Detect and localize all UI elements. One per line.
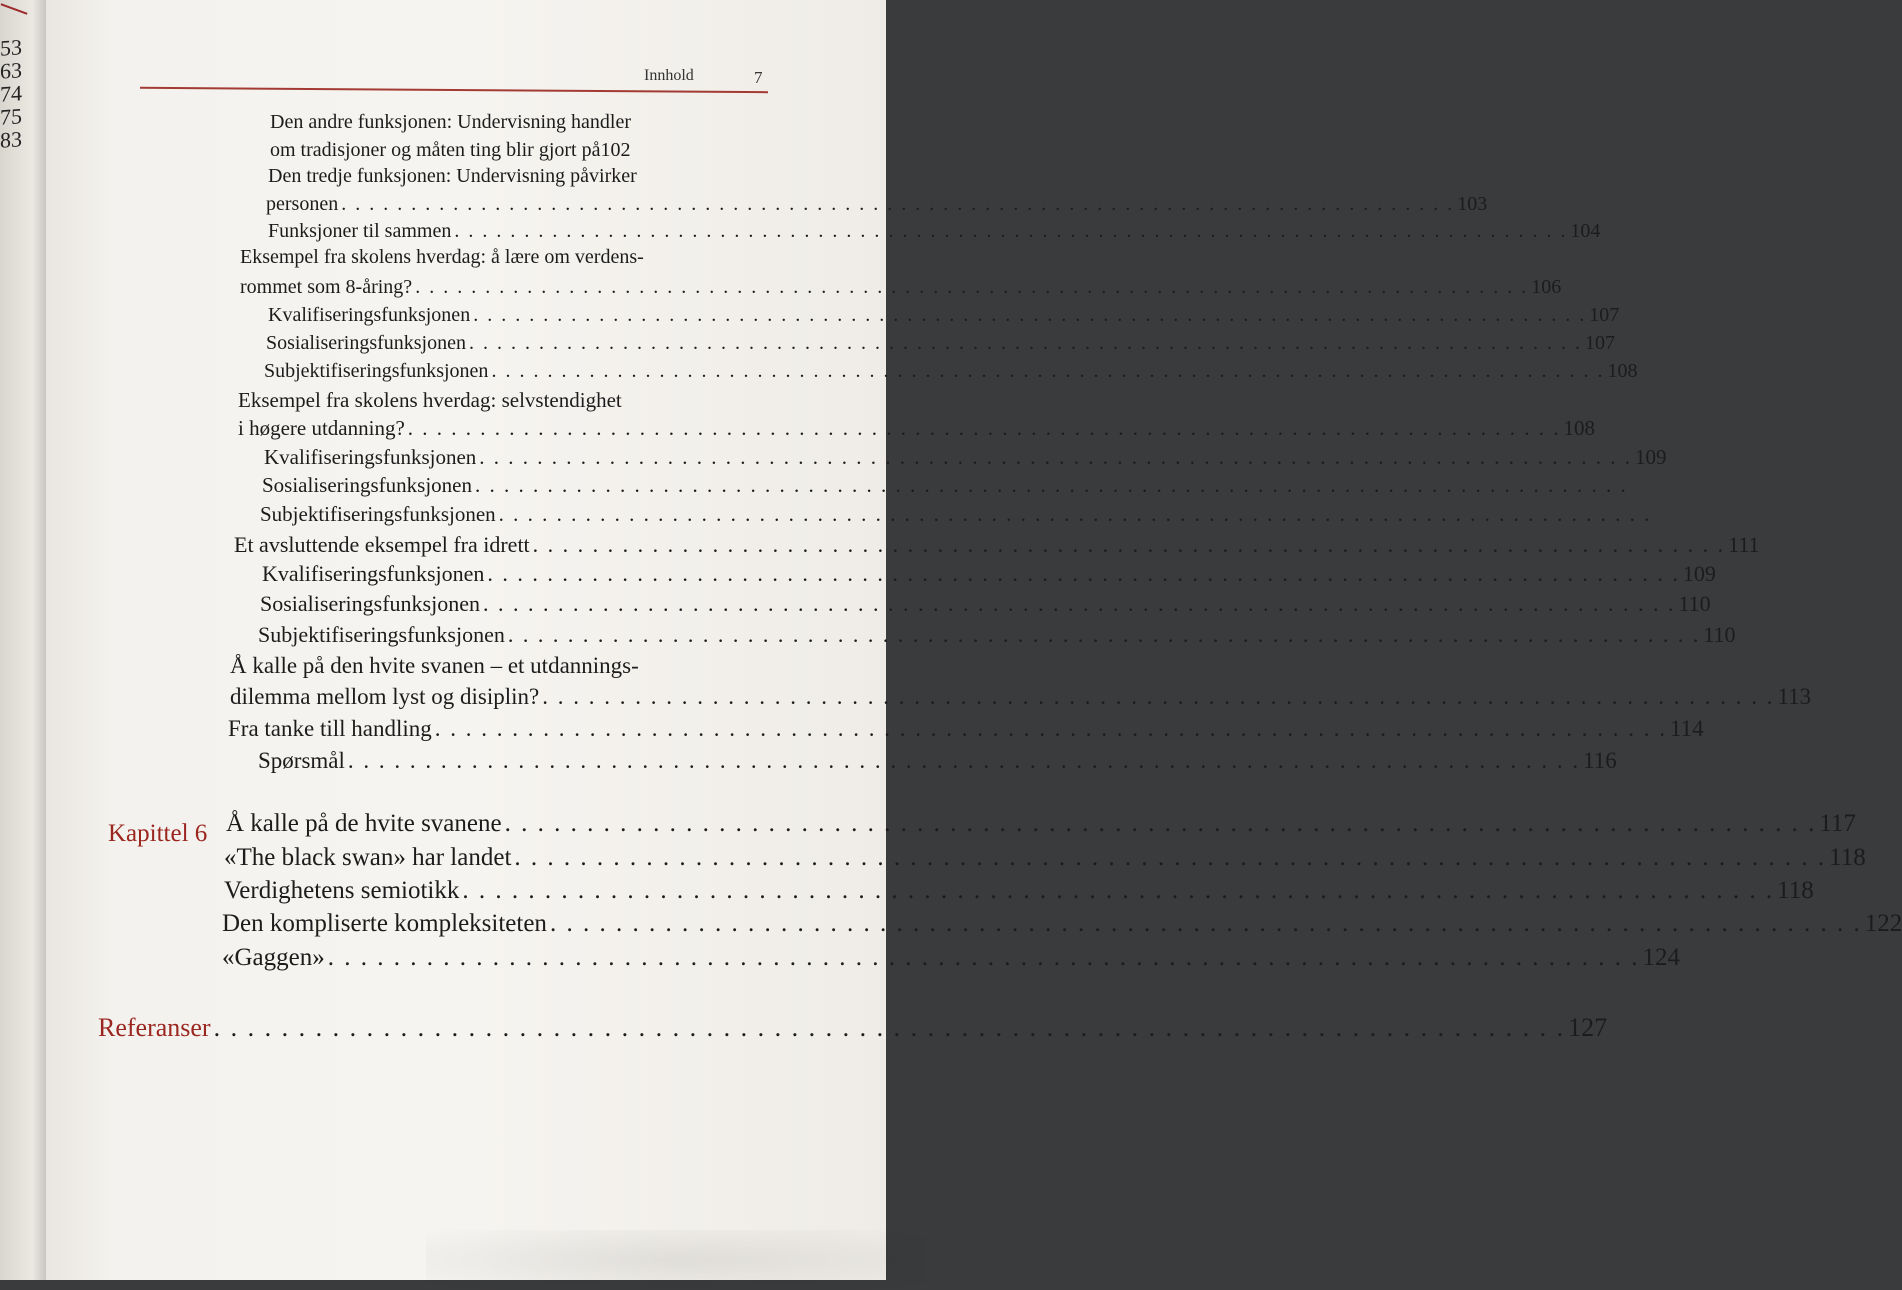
toc-dot-leader: . . . . . . . . . . . . . . . . . . . . . . . . . . . . . . . . . . . . . . . . . . . . . . . . . . . . . . . . . . . . . . . . . . . . . . . . . . . . . . . .	[347, 748, 1581, 773]
toc-entry-page-number: 118	[1777, 877, 1814, 904]
toc-dot-leader: . . . . . . . . . . . . . . . . . . . . . . . . . . . . . . . . . . . . . . . . . . . . . . . . . . . . . . . . . . . . . . . . . . . . . . . . . . . . . . . .	[483, 591, 1676, 616]
left-page-edge	[0, 0, 46, 1280]
toc-entry-page-number: 108	[1563, 416, 1596, 440]
toc-entry-page-number: 106	[1531, 276, 1562, 298]
toc-dot-leader: . . . . . . . . . . . . . . . . . . . . . . . . . . . . . . . . . . . . . . . . . . . . . . . . . . . . . . . . . . . . . . . . . . . . . . . . . . . . . . . .	[514, 844, 1827, 871]
toc-entry-referanser	[98, 1013, 1608, 1043]
left-page-number: 83	[0, 126, 22, 153]
toc-entry-title: Kvalifiseringsfunksjonen	[262, 561, 485, 586]
toc-entry	[230, 684, 1812, 710]
toc-entry	[226, 810, 1856, 838]
toc-entry	[262, 473, 1628, 498]
toc-dot-leader: . . . . . . . . . . . . . . . . . . . . . . . . . . . . . . . . . . . . . . . . . . . . . . . . . . . . . . . . . . . . . . . . . . . . . . . . . . . . . . . .	[532, 532, 1726, 557]
toc-entry-title: personen	[266, 193, 339, 215]
toc-entry	[262, 561, 1716, 587]
toc-dot-leader: . . . . . . . . . . . . . . . . . . . . . . . . . . . . . . . . . . . . . . . . . . . . . . . . . . . . . . . . . . . . . . . . . . . . . . . . . . . . . . . .	[213, 1013, 1566, 1042]
toc-entry-title: om tradisjoner og måten ting blir gjort på	[270, 139, 601, 161]
left-page-red-mark	[1, 3, 28, 14]
toc-dot-leader: . . . . . . . . . . . . . . . . . . . . . . . . . . . . . . . . . . . . . . . . . . . . . . . . . . . . . . . . . . . . . . . . . . . . . . . . . . . . . . . .	[507, 622, 1701, 647]
left-page-number: 63	[0, 57, 22, 84]
toc-entry-title: Den andre funksjonen: Undervisning handler	[270, 111, 632, 133]
toc-entry	[270, 139, 768, 162]
toc-entry-title: dilemma mellom lyst og disiplin?	[230, 684, 540, 709]
toc-entry	[264, 360, 1638, 383]
toc-entry	[268, 304, 1620, 327]
toc-entry-title: «The black swan» har landet	[224, 844, 512, 871]
toc-entry-title: i høgere utdanning?	[238, 416, 405, 440]
toc-entry-page-number: 109	[1635, 445, 1667, 469]
toc-entry	[258, 622, 1736, 648]
toc-entry-page-number: 110	[1703, 622, 1736, 647]
toc-entry	[238, 388, 786, 413]
toc-dot-leader: . . . . . . . . . . . . . . . . . . . . . . . . . . . . . . . . . . . . . . . . . . . . . . . . . . . . . . . . . . . . . . . . . . . . . . . . . . . . . . . .	[454, 220, 1568, 242]
toc-entry-page-number: 107	[1585, 332, 1615, 354]
toc-entry	[240, 246, 776, 269]
toc-entry-title: Å kalle på den hvite svanen – et utdannings-	[230, 653, 639, 678]
toc-entry	[234, 532, 1760, 558]
toc-dot-leader: . . . . . . . . . . . . . . . . . . . . . . . . . . . . . . . . . . . . . . . . . . . . . . . . . . . . . . . . . . . . . . . . . . . . . . . . . . . . . . . .	[341, 193, 1455, 215]
toc-dot-leader: . . . . . . . . . . . . . . . . . . . . . . . . . . . . . . . . . . . . . . . . . . . . . . . . . . . . . . . . . . . . . . . . . . . . . . . . . . . . . . . .	[498, 502, 1652, 526]
toc-entry-title: Referanser	[98, 1013, 211, 1042]
toc-entry-page-number: 102	[600, 139, 631, 161]
toc-entry	[238, 416, 1596, 441]
toc-entry-page-number: 113	[1777, 684, 1812, 709]
toc-dot-leader: . . . . . . . . . . . . . . . . . . . . . . . . . . . . . . . . . . . . . . . . . . . . . . . . . . . . . . . . . . . . . . . . . . . . . . . . . . . . . . . .	[549, 910, 1862, 937]
toc-entry	[228, 716, 1704, 742]
toc-entry-page-number: 124	[1642, 944, 1680, 971]
toc-entry-title: Spørsmål	[258, 748, 345, 773]
toc-entry-page-number: 111	[1728, 532, 1760, 557]
toc-dot-leader: . . . . . . . . . . . . . . . . . . . . . . . . . . . . . . . . . . . . . . . . . . . . . . . . . . . . . . . . . . . . . . . . . . . . . . . . . . . . . . . .	[327, 944, 1640, 971]
toc-entry-title: Sosialiseringsfunksjonen	[262, 473, 472, 497]
chapter-label: Kapittel 6	[108, 820, 208, 847]
running-header-page-number: 7	[754, 68, 763, 87]
toc-entry-title: Den kompliserte kompleksiteten	[222, 910, 547, 937]
toc-entry	[260, 591, 1711, 617]
book-page	[46, 0, 1902, 1280]
toc-entry-title: rommet som 8-åring?	[240, 276, 413, 298]
toc-entry-page-number: 114	[1670, 716, 1704, 741]
hand-shadow	[426, 1230, 926, 1290]
left-page-numbers	[0, 36, 22, 151]
toc-entry-title: Sosialiseringsfunksjonen	[260, 591, 480, 616]
toc-entry-page-number: 122	[1864, 910, 1902, 937]
toc-entry-page-number: 107	[1589, 304, 1620, 326]
toc-entry	[270, 111, 768, 134]
toc-dot-leader: . . . . . . . . . . . . . . . . . . . . . . . . . . . . . . . . . . . . . . . . . . . . . . . . . . . . . . . . . . . . . . . . . . . . . . . . . . . . . . . .	[487, 561, 1680, 586]
toc-entry-title: Sosialiseringsfunksjonen	[266, 332, 466, 354]
toc-entry	[222, 944, 1680, 972]
toc-dot-leader: . . . . . . . . . . . . . . . . . . . . . . . . . . . . . . . . . . . . . . . . . . . . . . . . . . . . . . . . . . . . . . . . . . . . . . . . . . . . . . . .	[469, 332, 1582, 354]
toc-dot-leader: . . . . . . . . . . . . . . . . . . . . . . . . . . . . . . . . . . . . . . . . . . . . . . . . . . . . . . . . . . . . . . . . . . . . . . . . . . . . . . . .	[407, 416, 1561, 440]
toc-entry-page-number: 108	[1607, 360, 1638, 382]
toc-entry-title: «Gaggen»	[222, 944, 325, 971]
toc-entry	[258, 748, 1617, 774]
left-page-number: 74	[0, 80, 22, 107]
toc-entry	[230, 653, 806, 679]
left-page-number: 53	[0, 34, 22, 61]
toc-entry-page-number: 104	[1570, 220, 1601, 242]
toc-entry-page-number: 118	[1829, 844, 1866, 871]
toc-entry-title: Verdighetens semiotikk	[224, 877, 460, 904]
toc-entry-title: Et avsluttende eksempel fra idrett	[234, 532, 530, 557]
toc-entry-title: Kvalifiseringsfunksjonen	[268, 304, 471, 326]
left-page-number: 75	[0, 103, 22, 130]
toc-dot-leader: . . . . . . . . . . . . . . . . . . . . . . . . . . . . . . . . . . . . . . . . . . . . . . . . . . . . . . . . . . . . . . . . . . . . . . . . . . . . . . . .	[504, 810, 1817, 837]
toc-entry-page-number: 110	[1678, 591, 1711, 616]
running-header-title: Innhold	[644, 67, 694, 84]
toc-entry	[224, 844, 1866, 872]
toc-entry	[260, 502, 1652, 527]
toc-dot-leader: . . . . . . . . . . . . . . . . . . . . . . . . . . . . . . . . . . . . . . . . . . . . . . . . . . . . . . . . . . . . . . . . . . . . . . . . . . . . . . . .	[542, 684, 1775, 709]
toc-dot-leader: . . . . . . . . . . . . . . . . . . . . . . . . . . . . . . . . . . . . . . . . . . . . . . . . . . . . . . . . . . . . . . . . . . . . . . . . . . . . . . . .	[462, 877, 1775, 904]
toc-dot-leader: . . . . . . . . . . . . . . . . . . . . . . . . . . . . . . . . . . . . . . . . . . . . . . . . . . . . . . . . . . . . . . . . . . . . . . . . . . . . . . . .	[479, 445, 1633, 469]
toc-entry-page-number: 117	[1819, 810, 1856, 837]
toc-entry	[224, 877, 1814, 905]
toc-entry	[268, 165, 772, 188]
toc-entry-title: Subjektifiseringsfunksjonen	[264, 360, 489, 382]
toc-entry-title: Å kalle på de hvite svanene	[226, 810, 502, 837]
header-rule	[140, 87, 768, 93]
toc-entry-title: Fra tanke till handling	[228, 716, 432, 741]
toc-entry-page-number: 127	[1568, 1013, 1608, 1042]
toc-entry-title: Kvalifiseringsfunksjonen	[264, 445, 477, 469]
toc-entry	[264, 445, 1667, 470]
toc-dot-leader: . . . . . . . . . . . . . . . . . . . . . . . . . . . . . . . . . . . . . . . . . . . . . . . . . . . . . . . . . . . . . . . . . . . . . . . . . . . . . . . .	[473, 304, 1587, 326]
toc-entry-title: Subjektifiseringsfunksjonen	[258, 622, 505, 647]
toc-entry-title: Den tredje funksjonen: Undervisning påvirker	[268, 165, 637, 187]
toc-entry-title: Subjektifiseringsfunksjonen	[260, 502, 496, 526]
toc-dot-leader: . . . . . . . . . . . . . . . . . . . . . . . . . . . . . . . . . . . . . . . . . . . . . . . . . . . . . . . . . . . . . . . . . . . . . . . . . . . . . . . .	[491, 360, 1605, 382]
toc-dot-leader: . . . . . . . . . . . . . . . . . . . . . . . . . . . . . . . . . . . . . . . . . . . . . . . . . . . . . . . . . . . . . . . . . . . . . . . . . . . . . . . .	[434, 716, 1668, 741]
toc-entry	[268, 220, 1601, 243]
toc-dot-leader: . . . . . . . . . . . . . . . . . . . . . . . . . . . . . . . . . . . . . . . . . . . . . . . . . . . . . . . . . . . . . . . . . . . . . . . . . . . . . . . .	[415, 276, 1529, 298]
toc-entry-title: Eksempel fra skolens hverdag: selvstendighet	[238, 388, 622, 412]
toc-entry-title: Funksjoner til sammen	[268, 220, 452, 242]
toc-entry	[266, 193, 1488, 216]
toc-entry	[240, 276, 1562, 299]
toc-entry-page-number: 116	[1583, 748, 1617, 773]
toc-entry	[222, 910, 1902, 938]
toc-entry	[266, 332, 1615, 355]
toc-entry-page-number: 109	[1682, 561, 1716, 586]
toc-dot-leader: . . . . . . . . . . . . . . . . . . . . . . . . . . . . . . . . . . . . . . . . . . . . . . . . . . . . . . . . . . . . . . . . . . . . . . . . . . . . . . . .	[475, 473, 1628, 497]
toc-entry-page-number: 103	[1457, 193, 1488, 215]
toc-entry-title: Eksempel fra skolens hverdag: å lære om verdens-	[240, 246, 644, 268]
